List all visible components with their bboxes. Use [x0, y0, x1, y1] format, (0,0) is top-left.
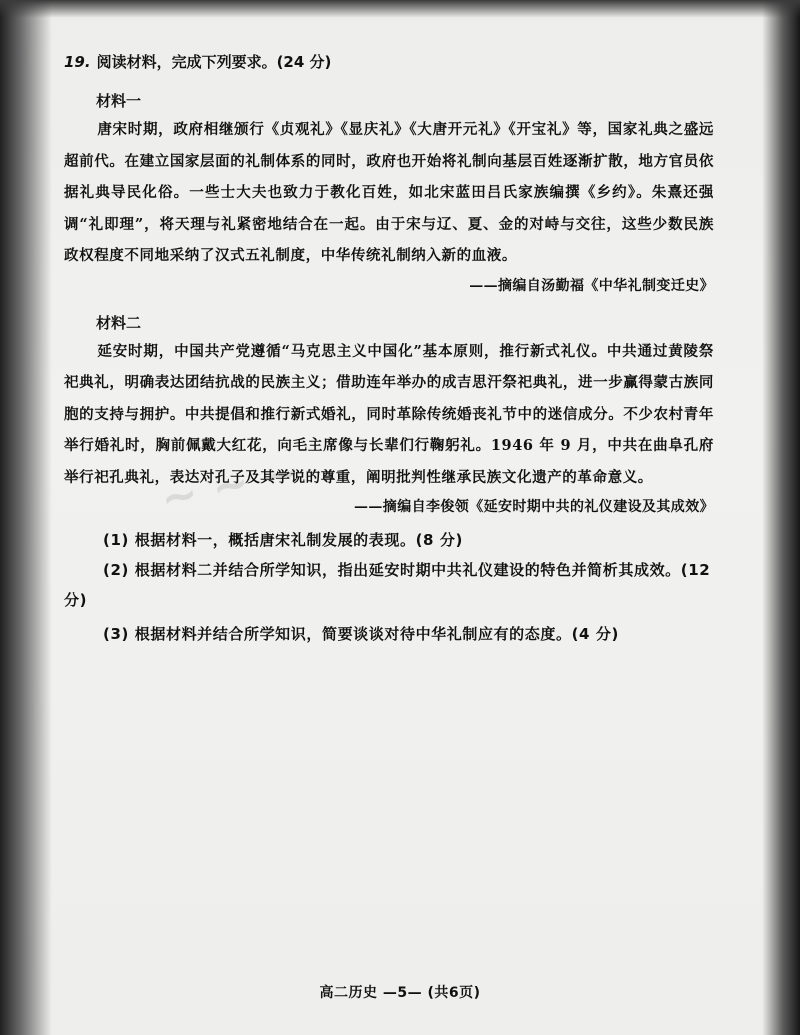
material-1-source: ——摘编自汤勤福《中华礼制变迁史》 — [469, 277, 714, 294]
material-2-text: 延安时期，中国共产党遵循“马克思主义中国化”基本原则，推行新式礼仪。中共通过黄陵祭祀典礼，明确表达团结抗战的民族主义；借助连年举办的成吉思汗祭祀典礼，进一步赢得蒙古族同胞的支持与拥护。中共提倡和推行新式婚礼，同时革除传统婚丧礼节中的迷信成分。不少农村青年举行婚礼时，胸前佩戴大红花，向毛主席像与长辈们行鞠躬礼。1946 年 9 月，中共在曲阜孔府举行祀孔典礼，表达对孔子及其学说的尊重，阐明批判性继承民族文化遗产的革命意义。 — [64, 342, 714, 486]
sub-question-1: (1) 根据材料一，概括唐宋礼制发展的表现。(8 分) — [103, 531, 463, 549]
question-number: 19. — [64, 53, 91, 71]
question-instruction: 阅读材料，完成下列要求。(24 分) — [96, 53, 332, 71]
material-2-title: 材料二 — [96, 313, 142, 332]
material-2-source: ——摘编自李俊领《延安时期中共的礼仪建设及其成效》 — [354, 499, 714, 515]
question-block — [64, 50, 714, 649]
page-edge-shadow-top — [0, 0, 800, 18]
sub-question-2: (2) 根据材料二并结合所学知识，指出延安时期中共礼仪建设的特色并简析其成效。(12 分) — [64, 561, 711, 609]
question-header — [64, 50, 714, 74]
material-1-text: 唐宋时期，政府相继颁行《贞观礼》《显庆礼》《大唐开元礼》《开宝礼》等，国家礼典之盛远超前代。在建立国家层面的礼制体系的同时，政府也开始将礼制向基层百姓逐渐扩散，地方官员依据礼典导民化俗。一些士大夫也致力于教化百姓，如北宋蓝田吕氏家族编撰《乡约》。朱熹还强调“礼即理”，将天理与礼紧密地结合在一起。由于宋与辽、夏、金的对峙与交往，这些少数民族政权程度不同地采纳了汉式五礼制度，中华传统礼制纳入新的血液。 — [64, 121, 714, 264]
sub-question-3: (3) 根据材料并结合所学知识，简要谈谈对待中华礼制应有的态度。(4 分) — [103, 625, 619, 643]
faint-watermark: ~ ~ ~ — [156, 445, 306, 526]
page-edge-shadow-right — [762, 0, 800, 1035]
page-edge-shadow-left — [0, 0, 52, 1035]
material-1-title: 材料一 — [96, 92, 142, 110]
page-footer: 高二历史 —5— (共6页) — [319, 985, 481, 1001]
